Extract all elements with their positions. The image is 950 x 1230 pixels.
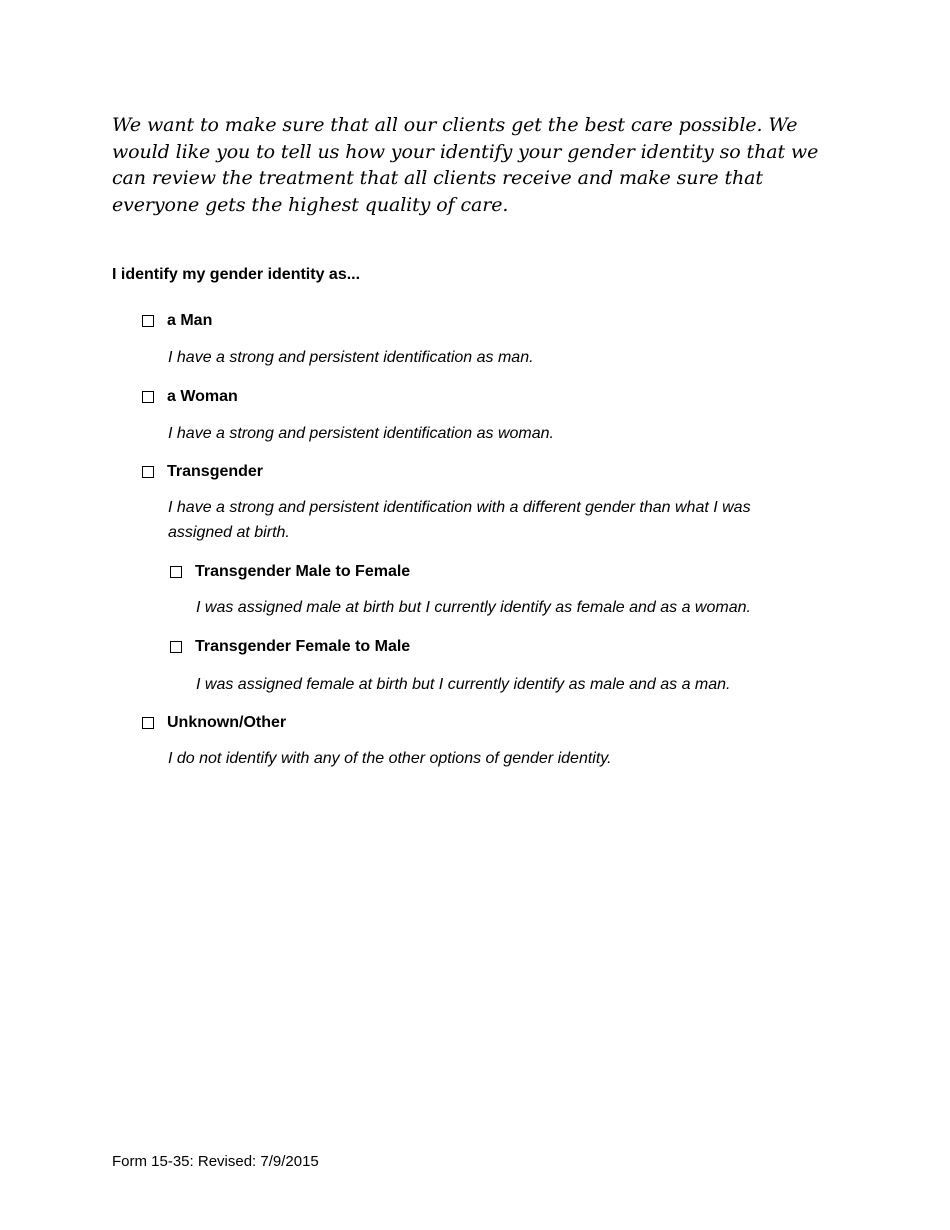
- option-description: I have a strong and persistent identification as woman.: [168, 425, 554, 442]
- option-label: a Woman: [167, 388, 238, 405]
- checkbox-transgender-mtf[interactable]: [170, 566, 182, 578]
- option-label: a Man: [167, 312, 213, 329]
- checkbox-man[interactable]: [142, 315, 154, 327]
- option-transgender: [142, 461, 822, 545]
- option-woman: [142, 386, 822, 446]
- option-transgender-ftm: [170, 636, 830, 697]
- option-description: I was assigned female at birth but I currently identify as male and as a man.: [196, 676, 731, 693]
- option-description: I have a strong and persistent identification with a different gender than what I was assigned at birth.: [168, 499, 751, 541]
- option-row: [170, 636, 830, 658]
- option-description: I was assigned male at birth but I currently identify as female and as a woman.: [196, 599, 751, 616]
- option-row: [170, 561, 830, 583]
- option-description: I do not identify with any of the other options of gender identity.: [168, 750, 612, 767]
- option-label: Transgender: [167, 463, 264, 480]
- option-label: Transgender Male to Female: [195, 563, 411, 580]
- checkbox-unknown-other[interactable]: [142, 717, 154, 729]
- checkbox-transgender-ftm[interactable]: [170, 641, 182, 653]
- option-man: [142, 310, 822, 370]
- option-label: Unknown/Other: [167, 714, 287, 731]
- intro-paragraph: We want to make sure that all our clients get the best care possible. We would like you to tell us how your identify your gender identity so that we can review the treatment that all clients receive and make sure that everyone gets the highest quality of care.: [112, 114, 819, 216]
- option-row: [142, 310, 822, 332]
- option-row: [142, 712, 822, 734]
- option-unknown-other: [142, 712, 822, 771]
- option-row: [142, 386, 822, 408]
- checkbox-woman[interactable]: [142, 391, 154, 403]
- option-transgender-mtf: [170, 561, 830, 620]
- checkbox-transgender[interactable]: [142, 466, 154, 478]
- option-description: I have a strong and persistent identification as man.: [168, 349, 534, 366]
- option-label: Transgender Female to Male: [195, 638, 411, 655]
- form-footer: Form 15-35: Revised: 7/9/2015: [112, 1153, 319, 1170]
- question-heading: I identify my gender identity as...: [112, 266, 361, 283]
- option-row: [142, 461, 822, 483]
